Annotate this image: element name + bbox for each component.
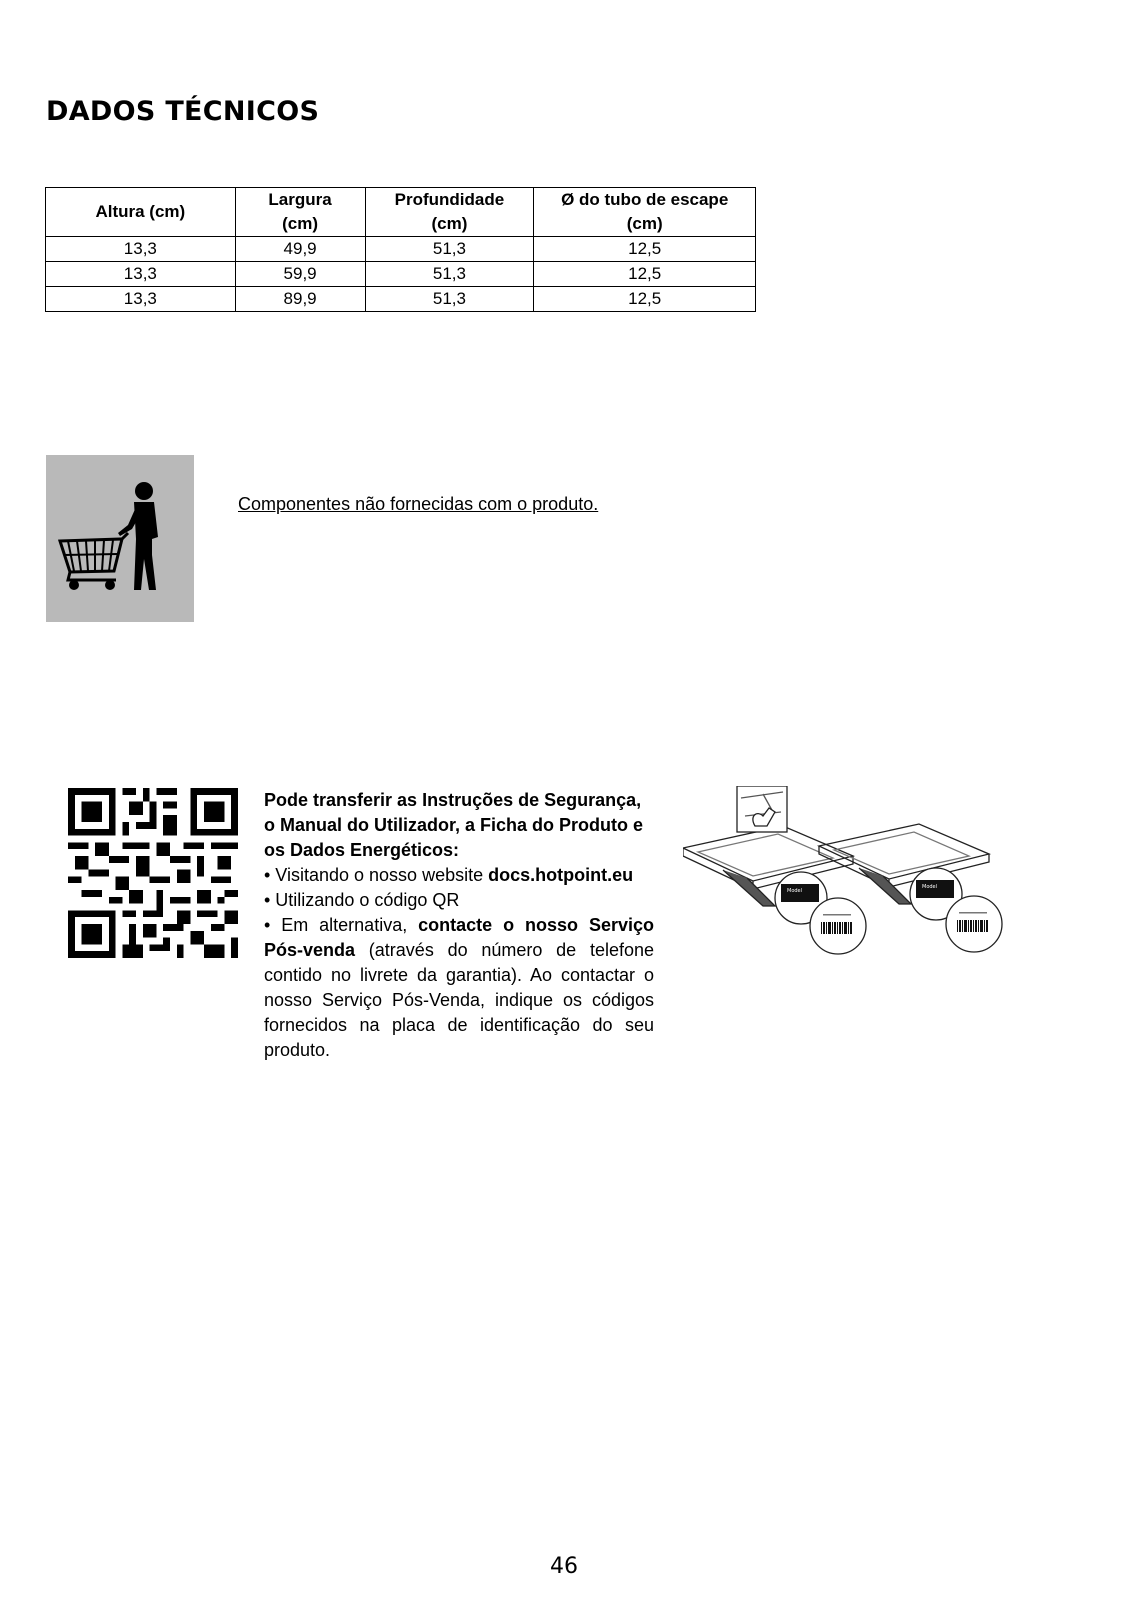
page-title: DADOS TÉCNICOS (46, 96, 320, 127)
table-cell: 13,3 (46, 237, 236, 262)
table-header-row (46, 188, 756, 237)
table-cell: 49,9 (235, 237, 365, 262)
table-cell: 59,9 (235, 262, 365, 287)
table-cell: 12,5 (534, 237, 756, 262)
rating-plate-illustration (683, 786, 1025, 966)
page-number: 46 (550, 1554, 578, 1579)
shopping-cart-icon (46, 455, 194, 622)
table-cell: 12,5 (534, 262, 756, 287)
technical-data-table (45, 187, 756, 312)
cart-note: Componentes não fornecidas com o produto. (238, 494, 599, 514)
bullet-service: • Em alternativa, contacte o nosso Serviço Pós-venda (através do número de telefone contido no livrete da garantia). Ao contactar o nosso Serviço Pós-Venda, indique os códigos fornecidos na placa de identificação do seu produto. (264, 915, 654, 1060)
table-cell: 51,3 (365, 262, 534, 287)
table-cell: 51,3 (365, 237, 534, 262)
svg-text:Model: Model (922, 884, 938, 890)
svg-text:Model: Model (787, 888, 803, 894)
qr-code[interactable] (68, 788, 238, 958)
bullet-website: • Visitando o nosso website docs.hotpoint.eu (264, 865, 634, 885)
bullet-qr: • Utilizando o código QR (264, 890, 460, 910)
table-row (46, 287, 756, 312)
header-profundidade: Profundidade (cm) (365, 188, 534, 237)
download-heading: Pode transferir as Instruções de Segurança, o Manual do Utilizador, a Ficha do Produto e os Dados Energéticos: (264, 790, 644, 860)
header-tubo: Ø do tubo de escape (cm) (534, 188, 756, 237)
website-link[interactable]: docs.hotpoint.eu (488, 865, 634, 885)
table-cell: 51,3 (365, 287, 534, 312)
table-row (46, 237, 756, 262)
table-row (46, 262, 756, 287)
download-info (264, 788, 654, 1063)
table-cell: 89,9 (235, 287, 365, 312)
header-altura: Altura (cm) (46, 188, 236, 237)
table-cell: 13,3 (46, 262, 236, 287)
table-cell: 13,3 (46, 287, 236, 312)
table-cell: 12,5 (534, 287, 756, 312)
header-largura: Largura (cm) (235, 188, 365, 237)
